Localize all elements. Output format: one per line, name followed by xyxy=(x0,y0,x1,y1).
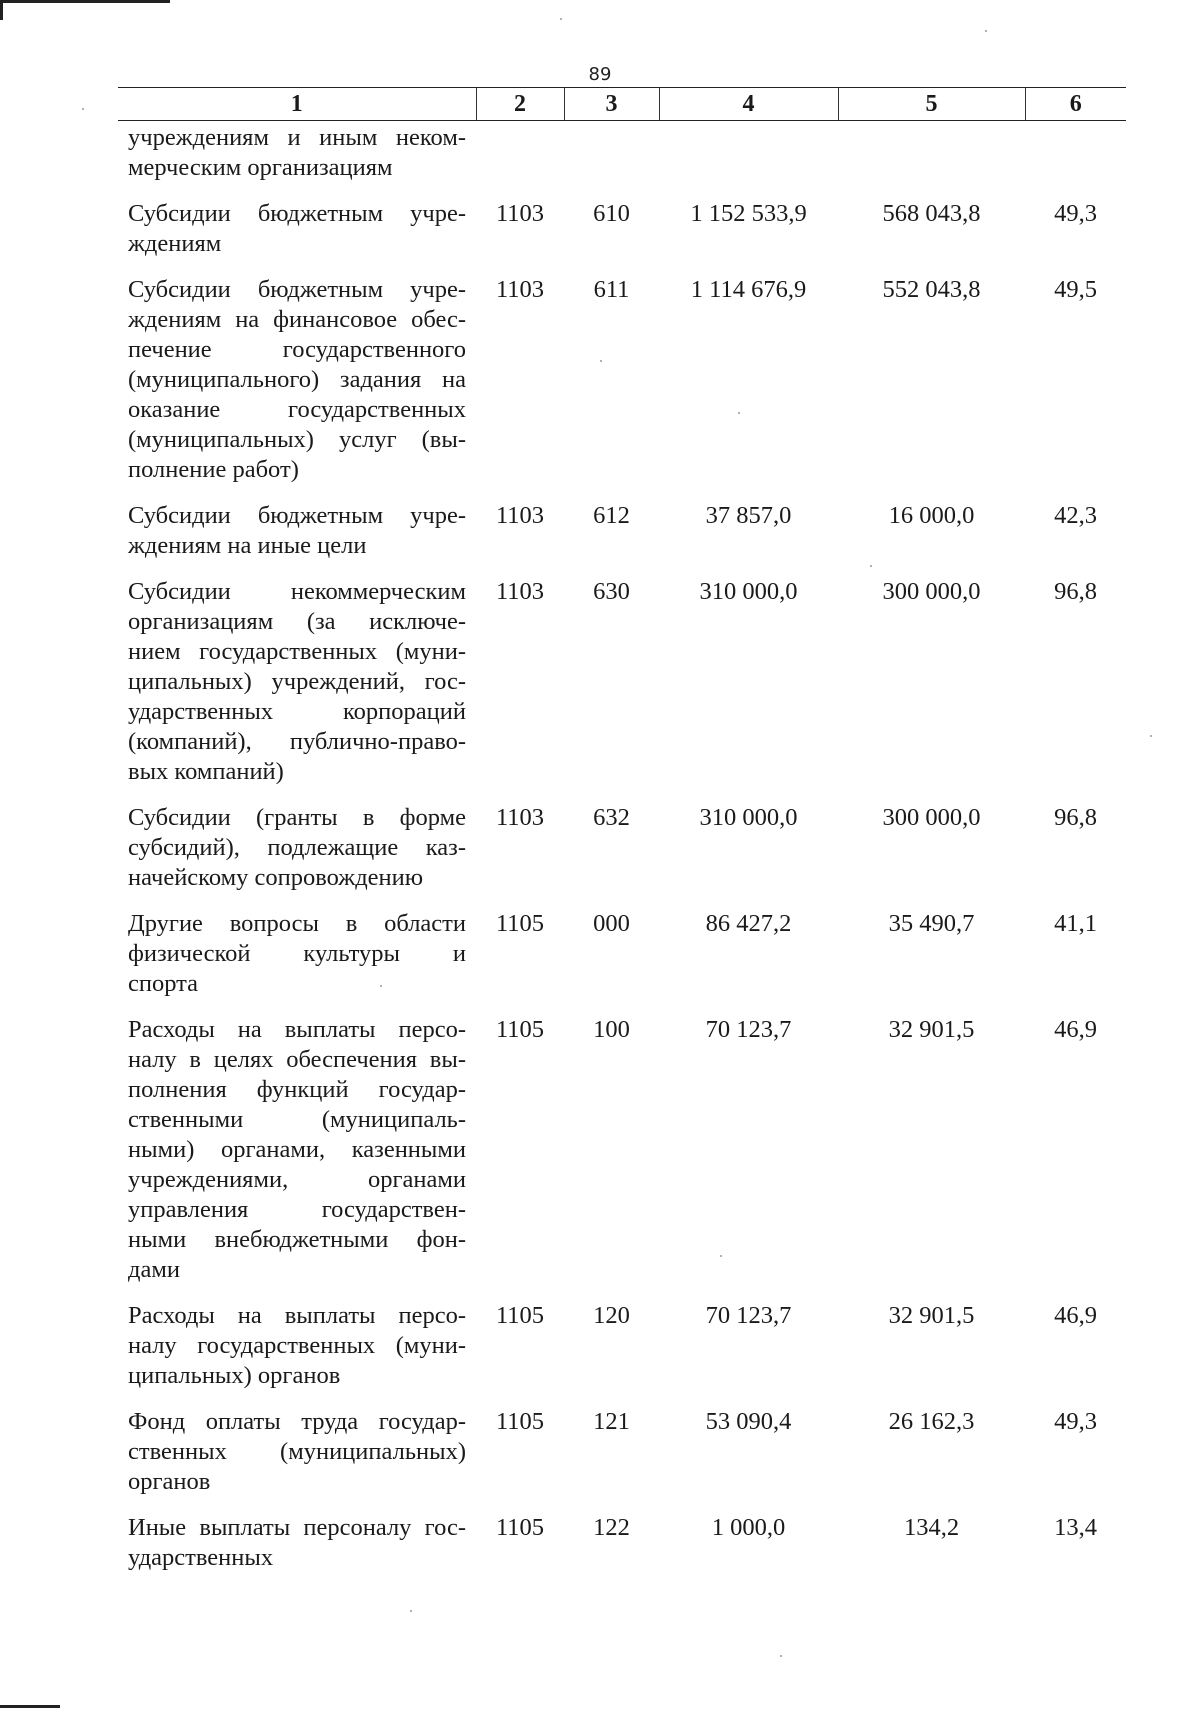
cell-c6: 49,3 xyxy=(1054,1408,1097,1435)
cell-c5: 26 162,3 xyxy=(888,1408,975,1435)
description-line: ударственных корпораций xyxy=(128,698,466,725)
description-line: Другие вопросы в области xyxy=(128,910,466,937)
scan-speck xyxy=(738,412,740,414)
scan-speck xyxy=(560,18,562,20)
cell-c4: 86 427,2 xyxy=(705,910,792,937)
scan-speck xyxy=(82,108,84,110)
table-row xyxy=(118,183,1126,259)
scan-speck xyxy=(1150,735,1152,737)
cell-c5: 300 000,0 xyxy=(882,804,981,831)
description-line: учреждениями, органами xyxy=(128,1166,466,1193)
cell-c3: 121 xyxy=(593,1408,630,1435)
cell-c3: 000 xyxy=(593,910,630,937)
row-description xyxy=(118,121,476,184)
cell-c5: 568 043,8 xyxy=(882,200,981,227)
cell-c2: 1103 xyxy=(495,578,545,605)
table-row xyxy=(118,121,1126,184)
row-description xyxy=(118,1391,476,1497)
cell-c5: 32 901,5 xyxy=(888,1016,975,1043)
description-line: (муниципальных) услуг (вы- xyxy=(128,426,466,453)
scan-edge-mark-bottom xyxy=(0,1705,60,1708)
scan-speck xyxy=(410,1610,412,1612)
cell-c3: 630 xyxy=(593,578,630,605)
row-description xyxy=(118,893,476,999)
description-line: печение государственного xyxy=(128,336,466,363)
cell-c3: 612 xyxy=(593,502,630,529)
description-line: Субсидии (гранты в форме xyxy=(128,804,466,831)
page-number: 89 xyxy=(588,64,612,85)
description-line: полнение работ) xyxy=(128,456,299,483)
description-line: вых компаний) xyxy=(128,758,284,785)
cell-c4 xyxy=(659,121,838,184)
row-description xyxy=(118,787,476,893)
cell-c6: 49,3 xyxy=(1054,200,1097,227)
row-description xyxy=(118,1497,476,1573)
cell-c2: 1103 xyxy=(495,200,545,227)
table-row xyxy=(118,1497,1126,1573)
cell-c4: 70 123,7 xyxy=(705,1302,792,1329)
table-header-row xyxy=(118,88,1126,121)
column-header-6: 6 xyxy=(1025,88,1126,121)
scan-edge-mark-left xyxy=(0,0,3,20)
cell-c4: 310 000,0 xyxy=(699,578,798,605)
row-description xyxy=(118,999,476,1285)
cell-c4: 1 114 676,9 xyxy=(690,276,807,303)
description-line: мерческим организациям xyxy=(128,154,393,181)
cell-c5: 552 043,8 xyxy=(882,276,981,303)
budget-table xyxy=(118,87,1126,1573)
cell-c2: 1103 xyxy=(495,276,545,303)
description-line: налу в целях обеспечения вы- xyxy=(128,1046,466,1073)
description-line: спорта xyxy=(128,970,199,997)
cell-c2: 1105 xyxy=(495,1408,545,1435)
cell-c2: 1105 xyxy=(495,1016,545,1043)
description-line: ципальных) органов xyxy=(128,1362,341,1389)
table-row xyxy=(118,1391,1126,1497)
description-line: оказание государственных xyxy=(128,396,466,423)
table-row xyxy=(118,893,1126,999)
cell-c3: 632 xyxy=(593,804,630,831)
cell-c4: 1 152 533,9 xyxy=(690,200,807,227)
cell-c5: 16 000,0 xyxy=(888,502,975,529)
scan-speck xyxy=(870,565,872,567)
description-line: Расходы на выплаты персо- xyxy=(128,1016,466,1043)
row-description xyxy=(118,1285,476,1391)
cell-c4: 1 000,0 xyxy=(711,1514,786,1541)
cell-c5 xyxy=(838,121,1025,184)
cell-c6: 46,9 xyxy=(1054,1302,1097,1329)
description-line: Иные выплаты персоналу гос- xyxy=(128,1514,466,1541)
table-row xyxy=(118,259,1126,485)
row-description xyxy=(118,485,476,561)
description-line: субсидий), подлежащие каз- xyxy=(128,834,466,861)
cell-c6: 96,8 xyxy=(1054,804,1097,831)
description-line: дами xyxy=(128,1256,180,1283)
description-line: ждениям на финансовое обес- xyxy=(128,306,466,333)
description-line: (компаний), публично-право- xyxy=(128,728,466,755)
cell-c6: 42,3 xyxy=(1054,502,1097,529)
cell-c4: 310 000,0 xyxy=(699,804,798,831)
description-line: ударственных xyxy=(128,1544,274,1571)
column-header-1: 1 xyxy=(118,88,476,121)
scan-speck xyxy=(985,30,987,32)
scan-speck xyxy=(380,985,382,987)
cell-c5: 32 901,5 xyxy=(888,1302,975,1329)
cell-c4: 53 090,4 xyxy=(705,1408,792,1435)
description-line: Субсидии бюджетным учре- xyxy=(128,502,466,529)
cell-c5: 35 490,7 xyxy=(888,910,975,937)
cell-c2: 1105 xyxy=(495,1514,545,1541)
description-line: ственных (муниципальных) xyxy=(128,1438,466,1465)
cell-c6: 13,4 xyxy=(1054,1514,1097,1541)
row-description xyxy=(118,561,476,787)
description-line: ждениям xyxy=(128,230,222,257)
table-body xyxy=(118,121,1126,1574)
column-header-5: 5 xyxy=(838,88,1025,121)
row-description xyxy=(118,183,476,259)
cell-c3 xyxy=(564,121,659,184)
cell-c5: 134,2 xyxy=(903,1514,960,1541)
column-header-2: 2 xyxy=(476,88,564,121)
description-line: Фонд оплаты труда государ- xyxy=(128,1408,466,1435)
description-line: ципальных) учреждений, гос- xyxy=(128,668,466,695)
cell-c5: 300 000,0 xyxy=(882,578,981,605)
description-line: ными внебюджетными фон- xyxy=(128,1226,466,1253)
table-row xyxy=(118,1285,1126,1391)
cell-c6 xyxy=(1025,121,1126,184)
cell-c4: 70 123,7 xyxy=(705,1016,792,1043)
description-line: управления государствен- xyxy=(128,1196,466,1223)
table-row xyxy=(118,485,1126,561)
description-line: полнения функций государ- xyxy=(128,1076,466,1103)
description-line: налу государственных (муни- xyxy=(128,1332,466,1359)
description-line: ными) органами, казенными xyxy=(128,1136,466,1163)
row-description xyxy=(118,259,476,485)
description-line: нием государственных (муни- xyxy=(128,638,466,665)
description-line: Субсидии бюджетным учре- xyxy=(128,276,466,303)
cell-c3: 610 xyxy=(593,200,630,227)
cell-c2: 1105 xyxy=(495,910,545,937)
table-row xyxy=(118,787,1126,893)
description-line: Расходы на выплаты персо- xyxy=(128,1302,466,1329)
table-row xyxy=(118,999,1126,1285)
description-line: ждениям на иные цели xyxy=(128,532,367,559)
cell-c3: 611 xyxy=(593,276,630,303)
cell-c6: 96,8 xyxy=(1054,578,1097,605)
cell-c2 xyxy=(476,121,564,184)
description-line: начейскому сопровождению xyxy=(128,864,424,891)
description-line: организациям (за исключе- xyxy=(128,608,466,635)
description-line: учреждениям и иным неком- xyxy=(128,124,466,151)
cell-c3: 100 xyxy=(593,1016,630,1043)
scan-speck xyxy=(720,1255,722,1257)
scan-speck xyxy=(600,360,602,362)
cell-c6: 46,9 xyxy=(1054,1016,1097,1043)
cell-c6: 41,1 xyxy=(1054,910,1097,937)
column-header-3: 3 xyxy=(564,88,659,121)
cell-c3: 120 xyxy=(593,1302,630,1329)
cell-c6: 49,5 xyxy=(1054,276,1097,303)
cell-c3: 122 xyxy=(593,1514,630,1541)
cell-c2: 1105 xyxy=(495,1302,545,1329)
description-line: органов xyxy=(128,1468,211,1495)
description-line: физической культуры и xyxy=(128,940,466,967)
description-line: Субсидии бюджетным учре- xyxy=(128,200,466,227)
description-line: Субсидии некоммерческим xyxy=(128,578,466,605)
cell-c2: 1103 xyxy=(495,502,545,529)
scan-speck xyxy=(780,1655,782,1657)
cell-c2: 1103 xyxy=(495,804,545,831)
cell-c4: 37 857,0 xyxy=(705,502,792,529)
scan-edge-mark-top xyxy=(0,0,170,3)
description-line: ственными (муниципаль- xyxy=(128,1106,466,1133)
description-line: (муниципального) задания на xyxy=(128,366,466,393)
column-header-4: 4 xyxy=(659,88,838,121)
table-row xyxy=(118,561,1126,787)
